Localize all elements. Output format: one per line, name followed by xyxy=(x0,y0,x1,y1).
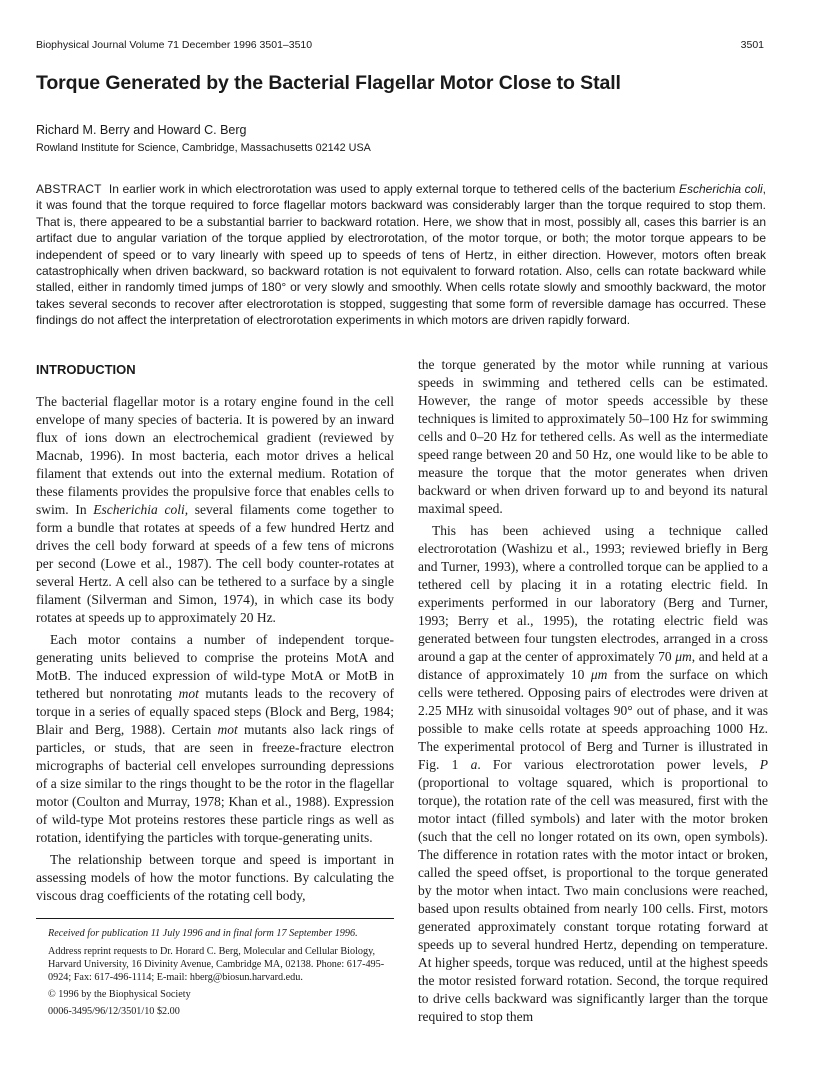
section-heading-introduction: INTRODUCTION xyxy=(36,362,136,377)
footnote-divider xyxy=(36,918,394,919)
intro-p4-text-a: This has been achieved using a technique called electrorotation (Washizu et al., 1993; reviewed briefly in Berg and Turner, 1993), where a controlled torque can be applied to a tethered cell by placing it in a rotating electric field. In experiments performed in our laboratory (Berg and Turner, 1993; Berry et al., 1995), the rotating electric field was generated between four tungsten electrodes, arranged in a cross around a gap at the center of approximately 70 xyxy=(418,523,768,664)
intro-p2-text-c: mutants also lack rings of particles, or studs, that are seen in freeze-fracture electron micrographs of bacterial cell envelopes surrounding depressions of a size similar to the rings thought to be the rotor in the flagellar motor (Coulton and Murray, 1978; Khan et al., 1988). Expression of wild-type Mot proteins restores these particle rings as well as rotation, identifying the particles with torque-generating units. xyxy=(36,722,394,845)
intro-p4-text-e: (proportional to voltage squared, which is proportional to torque), the rotation rate of the cell was measured, first with the motor intact (filled symbols) and later with the motor broken (such that the cell no longer rotated on its own, open symbols). The difference in rotation rates with the motor intact or broken, called the speed offset, is proportional to the torque generated by the motor when intact. Two main conclusions were reached, based upon results obtained from nearly 100 cells. First, motors generated approximately constant torque rotating forward at speeds up to several hundred Hertz, depending on temperature. At higher speeds, torque was reduced, until at the highest speeds the motor resisted forward rotation. Second, the torque required to drive cells backward was significantly larger than the torque required to stop them xyxy=(418,775,768,1024)
intro-p4-text-b: , and held at a distance of approximately 10 xyxy=(418,649,768,682)
intro-paragraph-4 xyxy=(418,522,768,1026)
abstract-species-name: Escherichia coli xyxy=(679,182,763,196)
abstract-label: ABSTRACT xyxy=(36,182,102,196)
right-column xyxy=(418,356,768,1026)
article-code-note: 0006-3495/96/12/3501/10 $2.00 xyxy=(48,1006,180,1017)
intro-p2-text-b: mutants leads to the recovery of torque in a series of equally spaced steps (Block and Berg, 1984; Blair and Berg, 1988). Certain xyxy=(36,686,394,737)
page-number: 3501 xyxy=(740,39,764,51)
author-list: Richard M. Berry and Howard C. Berg xyxy=(36,123,247,137)
intro-p1-species: Escherichia coli, xyxy=(93,502,189,517)
intro-p2-gene-1: mot xyxy=(178,686,199,701)
journal-citation: Biophysical Journal Volume 71 December 1996 3501–3510 xyxy=(36,39,313,51)
intro-p2-gene-2: mot xyxy=(217,722,238,737)
intro-paragraph-3: The relationship between torque and speed is important in assessing models of how the motor functions. By calculating the viscous drag coefficients of the rotating cell body, xyxy=(36,852,394,903)
abstract-text-part1: In earlier work in which electrorotation was used to apply external torque to tethered cells of the bacterium xyxy=(108,182,679,196)
intro-p1-text-a: The bacterial flagellar motor is a rotary engine found in the cell envelope of many species of bacteria. It is powered by an inward flux of ions down an electrochemical gradient (reviewed by Macnab, 1996). In most bacteria, each motor drives a helical filament that extends out into the external medium. Rotation of these filaments provides the propulsive force that enables cells to swim. In xyxy=(36,394,394,517)
intro-paragraph-1 xyxy=(36,393,394,627)
intro-paragraph-2 xyxy=(36,631,394,847)
abstract-text-part2: , it was found that the torque required to force flagellar motors backward was considerably larger than the torque required to stop them. That is, there appeared to be a substantial barrier to backward rotation. Here, we show that in most, possibly all, cases this barrier is an artifact due to angular variation of the torque applied by electrorotation, of the motor torque, or both; the motor torque appears to be independent of speed or to vary linearly with speed up to speeds of tens of Hertz, in either direction. However, motors often break catastrophically when driven backward, so backward rotation is not equivalent to forward rotation. Also, cells can rotate backward while stalled, either in randomly timed jumps of 180° or very slowly and smoothly. When cells rotate slowly and smoothly backward, the motor takes several seconds to recover after electrorotation is stopped, suggesting that some form of reversible damage has occurred. These findings do not affect the interpretation of electrorotation experiments in which motors are driven rapidly forward. xyxy=(36,182,766,328)
intro-paragraph-3-continued: the torque generated by the motor while running at various speeds in swimming and tethered cells can be estimated. However, the range of motor speeds accessible by these techniques is limited to approximately 50–100 Hz for swimming cells and 0–20 Hz for tethered cells. As well as the intermediate speed range between 20 and 50 Hz, one would like to be able to measure the torque that the motor generates when driven backward or when driven forward up to and beyond its natural maximal speed. xyxy=(418,357,768,516)
abstract xyxy=(36,181,766,329)
footnotes xyxy=(36,927,394,1018)
left-column xyxy=(36,393,394,905)
intro-p4-figure-panel: a xyxy=(470,757,478,772)
intro-p4-symbol-p: P xyxy=(759,757,769,772)
intro-p4-unit-2: μm xyxy=(590,667,608,682)
intro-p4-unit-1: μm xyxy=(675,649,692,664)
intro-p2-text-a: Each motor contains a number of independent torque-generating units believed to comprise the proteins MotA and MotB. The induced expression of wild-type MotA or MotB in tethered but nonrotating xyxy=(36,632,394,701)
reprint-address-note: Address reprint requests to Dr. Horard C. Berg, Molecular and Cellular Biology, Harvard University, 16 Divinity Avenue, Cambridge MA, 02138. Phone: 617-495-0924; Fax: 617-496-1114; E-mail: hberg@biosun.harvard.edu. xyxy=(48,946,385,983)
intro-p4-text-d: . For various electrorotation power levels, xyxy=(477,757,760,772)
received-date-note: Received for publication 11 July 1996 and in final form 17 September 1996. xyxy=(48,928,358,939)
intro-p1-text-b: several filaments come together to form a bundle that rotates at speeds of a few hundred Hertz and drives the cell body forward at speeds of a few tens of microns per second (Lowe et al., 1987). The cell body counter-rotates at several Hertz. A cell also can be tethered to a surface by a single filament (Silverman and Simon, 1974), in which case its body rotates at speeds up to approximately 20 Hz. xyxy=(36,502,394,625)
article-title: Torque Generated by the Bacterial Flagellar Motor Close to Stall xyxy=(36,72,621,94)
copyright-note: © 1996 by the Biophysical Society xyxy=(48,989,191,1000)
intro-p4-text-c: from the surface on which cells were tethered. Opposing pairs of electrodes were driven at 2.25 MHz with sinusoidal voltages 90° out of phase, and it was possible to make cells rotate at speeds approaching 1000 Hz. The experimental protocol of Berg and Turner is illustrated in Fig. 1 xyxy=(418,667,768,772)
running-head xyxy=(36,39,764,53)
author-affiliation: Rowland Institute for Science, Cambridge, Massachusetts 02142 USA xyxy=(36,142,371,154)
